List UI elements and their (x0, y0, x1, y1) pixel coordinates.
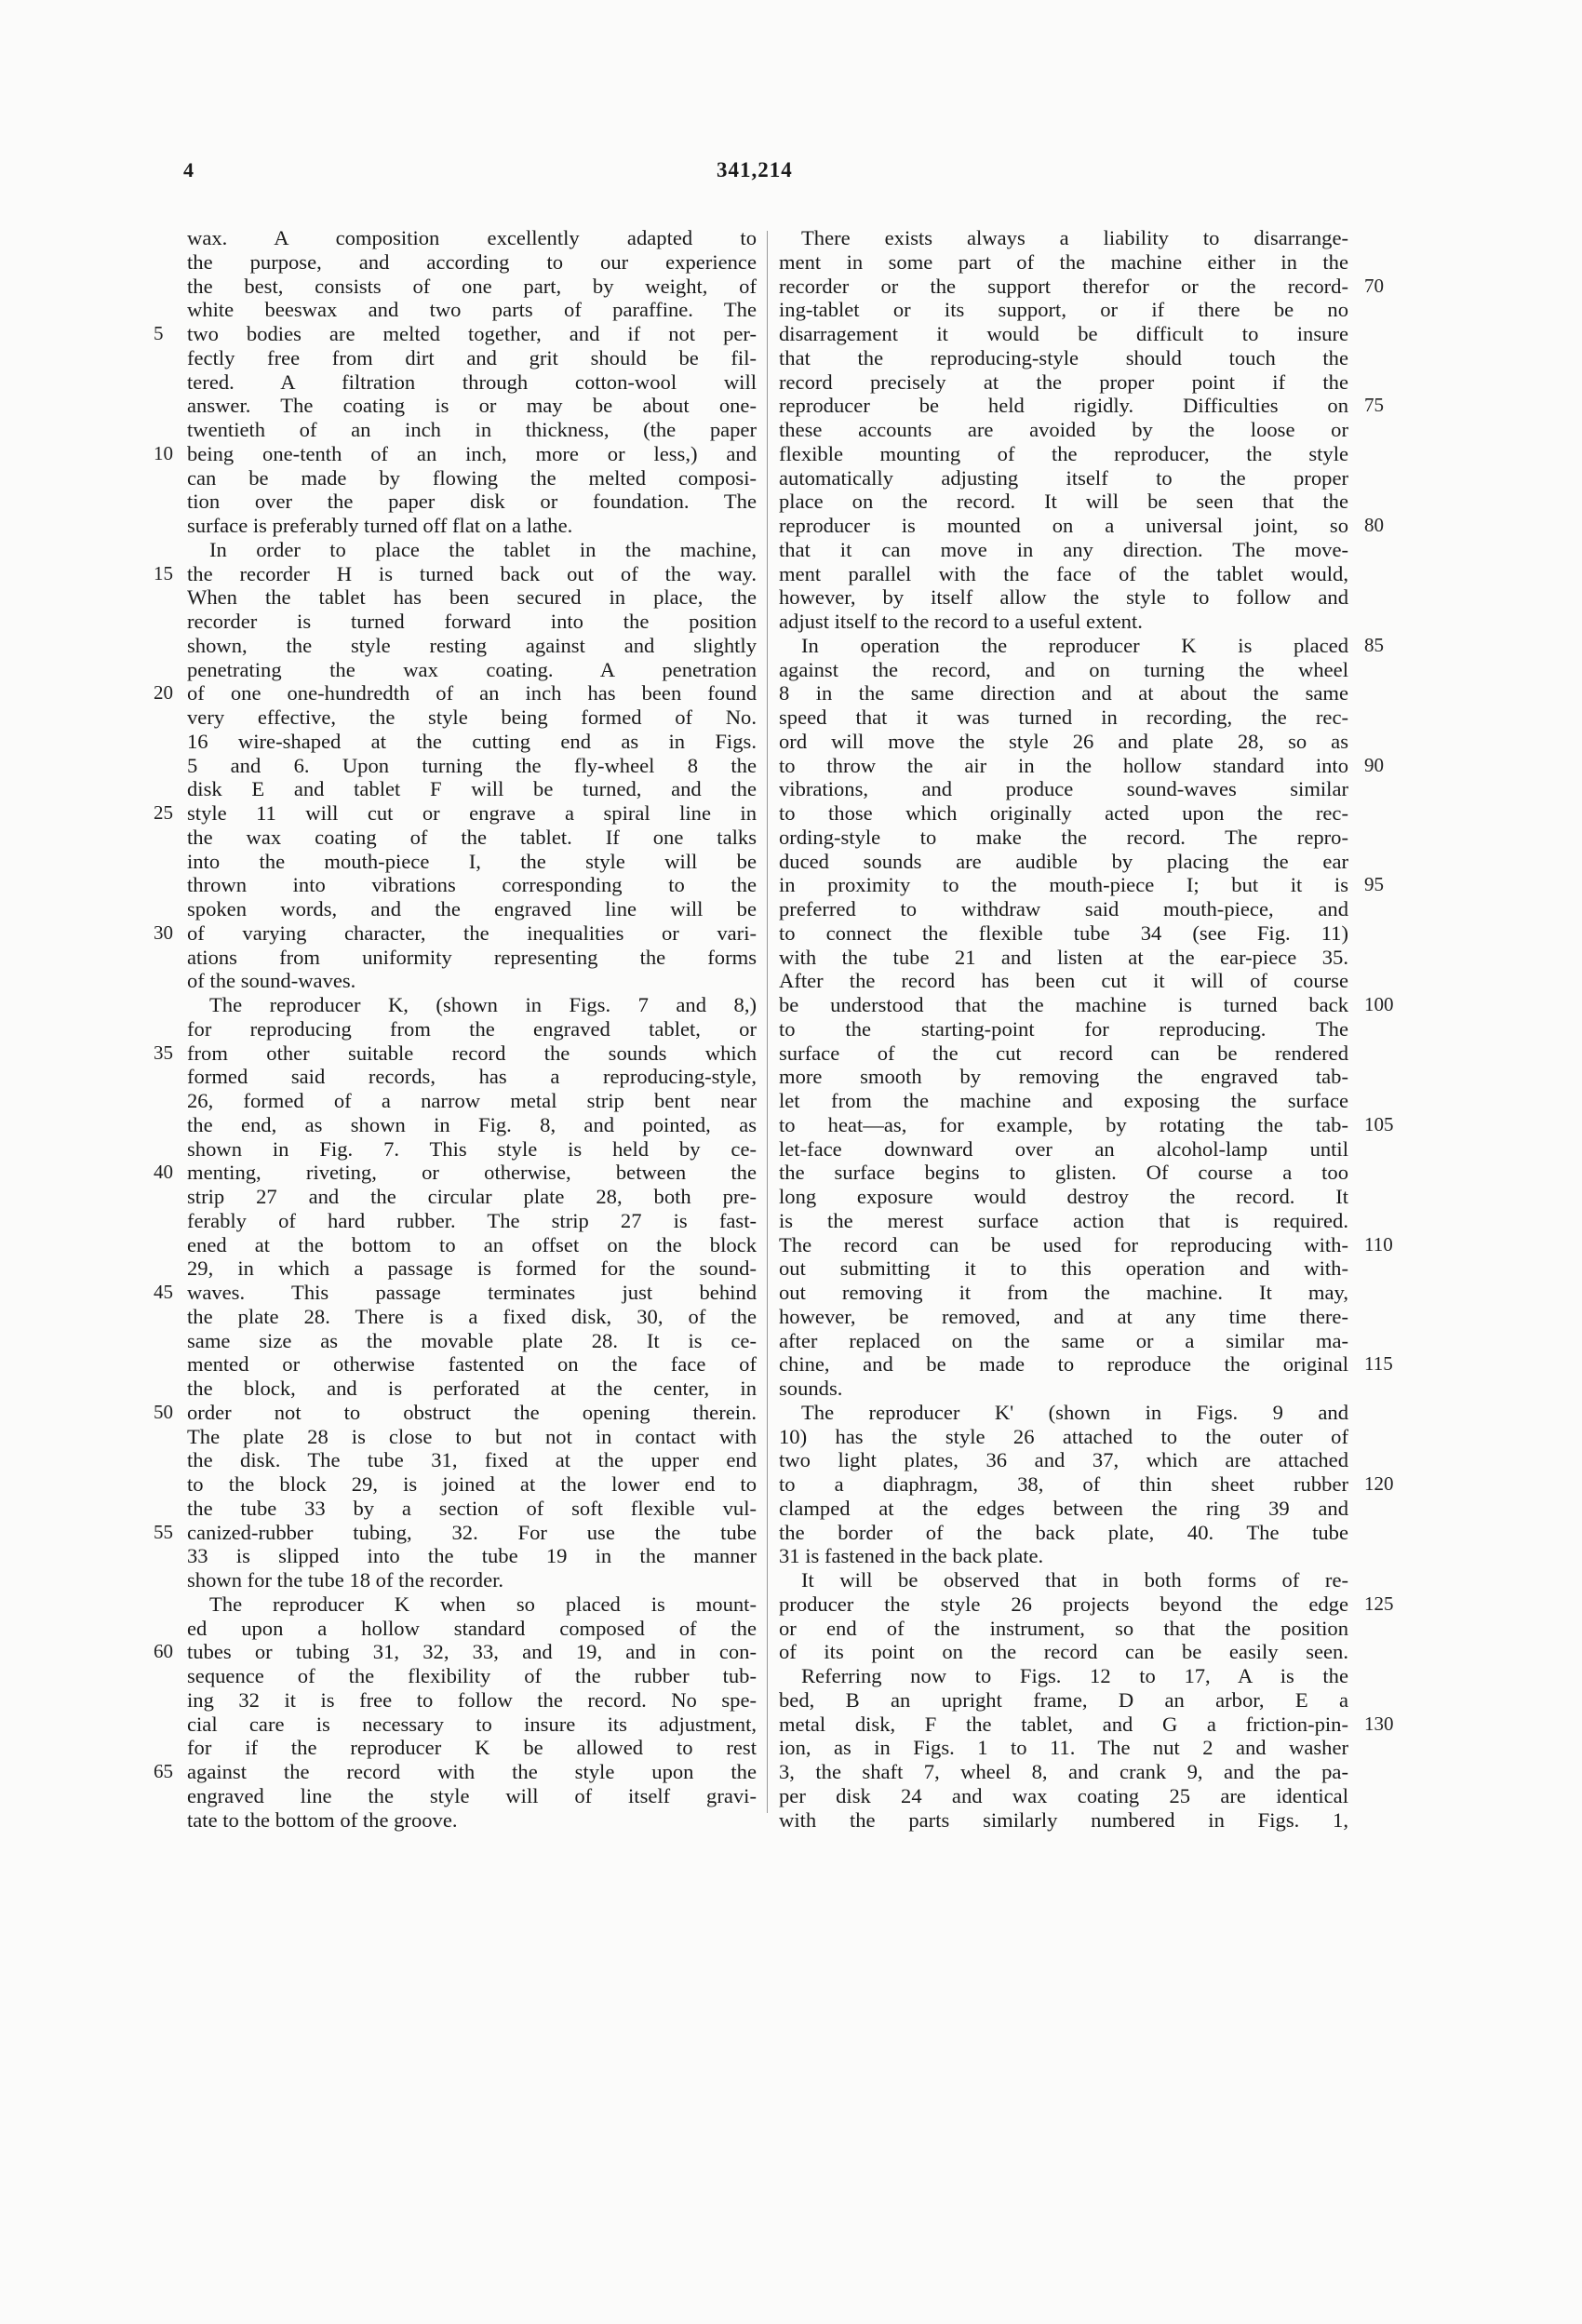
text-line: After the record has been cut it will of course (779, 969, 1348, 993)
text-line: ferably of hard rubber. The strip 27 is fast- (187, 1208, 757, 1232)
text-line: very effective, the style being formed of No. (187, 705, 757, 729)
text-line: of the sound-waves. (187, 969, 356, 993)
text-line: 29, in which a passage is formed for the sound- (187, 1256, 757, 1281)
text-line: be understood that the machine is turned back (779, 993, 1348, 1016)
text-line: metal disk, F the tablet, and G a friction-pin- (779, 1712, 1348, 1736)
text-line: surface is preferably turned off flat on a lathe. (187, 514, 573, 537)
text-line: however, by itself allow the style to follow and (779, 585, 1348, 610)
text-line: engraved line the style will of itself gravi- (187, 1783, 757, 1807)
text-line: thrown into vibrations corresponding to the (187, 873, 757, 897)
text-line: the surface begins to glisten. Of course a too (779, 1161, 1348, 1185)
text-line: 3, the shaft 7, wheel 8, and crank 9, and the pa- (779, 1760, 1348, 1783)
text-line: the tube 33 by a section of soft flexible vul- (187, 1496, 757, 1520)
text-line: the recorder H is turned back out of the way. (187, 561, 757, 585)
text-line: ord will move the style 26 and plate 28, so as (779, 729, 1348, 753)
text-line: adjust itself to the record to a useful extent. (779, 610, 1143, 633)
text-line: ing 32 it is free to follow the record. No spe- (187, 1687, 757, 1712)
line-number: 40 (154, 1161, 173, 1184)
text-line: 8 in the same direction and at about the same (779, 681, 1348, 705)
text-line: ened at the bottom to an offset on the block (187, 1232, 757, 1256)
text-line: shown for the tube 18 of the recorder. (187, 1568, 504, 1592)
text-line: sounds. (779, 1377, 843, 1400)
text-line: can be made by flowing the melted composi- (187, 465, 757, 490)
line-number: 55 (154, 1520, 173, 1543)
line-number: 65 (154, 1760, 173, 1782)
text-line: ed upon a hollow standard composed of the (187, 1616, 757, 1640)
text-line: 31 is fastened in the back plate. (779, 1544, 1044, 1568)
text-line: ment parallel with the face of the tablet would, (779, 561, 1348, 585)
text-line: strip 27 and the circular plate 28, both pre- (187, 1185, 757, 1208)
text-line: in proximity to the mouth-piece I; but it is (779, 873, 1348, 897)
line-number: 130 (1364, 1712, 1394, 1735)
text-line: that it can move in any direction. The move- (779, 537, 1348, 561)
text-line: tion over the paper disk or foundation. The (187, 490, 757, 514)
text-line: speed that it was turned in recording, the rec- (779, 705, 1348, 729)
text-line: style 11 will cut or engrave a spiral line in (187, 801, 757, 825)
text-line: out submitting it to this operation and with- (779, 1256, 1348, 1281)
text-line: bed, B an upright frame, D an arbor, E a (779, 1687, 1348, 1712)
text-line: disk E and tablet F will be turned, and the (187, 777, 757, 801)
line-number: 75 (1364, 394, 1384, 417)
text-line: automatically adjusting itself to the proper (779, 465, 1348, 490)
text-line: ion, as in Figs. 1 to 11. The nut 2 and washer (779, 1736, 1348, 1760)
text-line: shown in Fig. 7. This style is held by ce- (187, 1136, 757, 1161)
text-line: let-face downward over an alcohol-lamp until (779, 1136, 1348, 1161)
text-line: answer. The coating is or may be about one- (187, 394, 757, 418)
text-line: chine, and be made to reproduce the original (779, 1352, 1348, 1377)
text-line: more smooth by removing the engraved tab- (779, 1065, 1348, 1089)
text-line: place on the record. It will be seen that the (779, 490, 1348, 514)
text-line: to the starting-point for reproducing. The (779, 1016, 1348, 1041)
text-line: The reproducer K when so placed is mount- (209, 1592, 757, 1616)
text-line: clamped at the edges between the ring 39 and (779, 1496, 1348, 1520)
text-line: When the tablet has been secured in place, the (187, 585, 757, 610)
text-line: penetrating the wax coating. A penetration (187, 657, 757, 681)
text-line: let from the machine and exposing the surface (779, 1089, 1348, 1112)
line-number: 60 (154, 1640, 173, 1663)
text-line: cial care is necessary to insure its adjustment, (187, 1712, 757, 1736)
text-line: ations from uniformity representing the forms (187, 945, 757, 969)
text-line: long exposure would destroy the record. It (779, 1185, 1348, 1208)
line-number: 90 (1364, 753, 1384, 776)
text-line: the disk. The tube 31, fixed at the upper end (187, 1448, 757, 1472)
line-number: 15 (154, 561, 173, 584)
text-line: for reproducing from the engraved tablet, or (187, 1016, 757, 1041)
text-line: reproducer be held rigidly. Difficulties on (779, 394, 1348, 418)
text-line: to throw the air in the hollow standard into (779, 753, 1348, 777)
text-line: There exists always a liability to disarrange- (801, 226, 1348, 249)
text-line: Referring now to Figs. 12 to 17, A is the (801, 1664, 1348, 1687)
text-line: preferred to withdraw said mouth-piece, and (779, 897, 1348, 920)
text-line: to connect the flexible tube 34 (see Fig. 11) (779, 920, 1348, 945)
text-line: same size as the movable plate 28. It is ce- (187, 1328, 757, 1352)
text-line: from other suitable record the sounds which (187, 1041, 757, 1065)
text-line: ing-tablet or its support, or if there be no (779, 298, 1348, 322)
line-number: 110 (1364, 1232, 1393, 1256)
text-line: In order to place the tablet in the machine, (209, 537, 757, 561)
text-line: tered. A filtration through cotton-wool will (187, 369, 757, 394)
text-line: twentieth of an inch in thickness, (the paper (187, 418, 757, 441)
line-number: 105 (1364, 1112, 1394, 1135)
text-line: 10) has the style 26 attached to the outer of (779, 1424, 1348, 1448)
text-line: the best, consists of one part, by weight, of (187, 274, 757, 298)
line-number: 95 (1364, 873, 1384, 896)
text-line: record precisely at the proper point if the (779, 369, 1348, 394)
line-number: 20 (154, 681, 173, 705)
text-line: fectly free from dirt and grit should be fil- (187, 345, 757, 369)
text-line: The reproducer K, (shown in Figs. 7 and 8,) (209, 993, 757, 1016)
line-number: 25 (154, 801, 173, 824)
text-line: with the tube 21 and listen at the ear-piece 35. (779, 945, 1348, 969)
text-line: the end, as shown in Fig. 8, and pointed, as (187, 1112, 757, 1136)
text-line: with the parts similarly numbered in Figs. 1, (779, 1807, 1348, 1832)
text-line: The reproducer K' (shown in Figs. 9 and (801, 1400, 1348, 1424)
text-line: per disk 24 and wax coating 25 are identical (779, 1783, 1348, 1807)
line-number: 5 (154, 322, 164, 344)
text-line: these accounts are avoided by the loose or (779, 418, 1348, 441)
line-number: 80 (1364, 514, 1384, 536)
text-line: out removing it from the machine. It may, (779, 1281, 1348, 1304)
text-line: into the mouth-piece I, the style will be (187, 849, 757, 873)
text-line: flexible mounting of the reproducer, the style (779, 441, 1348, 465)
patent-number: 341,214 (717, 158, 793, 181)
text-line: the border of the back plate, 40. The tube (779, 1520, 1348, 1544)
text-line: It will be observed that in both forms of re- (801, 1568, 1348, 1592)
text-line: of one one-hundredth of an inch has been found (187, 681, 757, 705)
column-divider (767, 231, 768, 1813)
text-line: vibrations, and produce sound-waves similar (779, 777, 1348, 801)
text-line: to the block 29, is joined at the lower end to (187, 1472, 757, 1496)
text-line: two bodies are melted together, and if not per- (187, 322, 757, 345)
text-line: however, be removed, and at any time there- (779, 1304, 1348, 1328)
text-line: duced sounds are audible by placing the ear (779, 849, 1348, 873)
text-line: two light plates, 36 and 37, which are attached (779, 1448, 1348, 1472)
text-line: being one-tenth of an inch, more or less,) and (187, 441, 757, 465)
text-line: canized-rubber tubing, 32. For use the tube (187, 1520, 757, 1544)
text-line: against the record with the style upon the (187, 1760, 757, 1783)
text-line: against the record, and on turning the wheel (779, 657, 1348, 681)
line-number: 85 (1364, 633, 1384, 656)
page-number: 4 (183, 158, 194, 181)
text-line: of varying character, the inequalities or vari- (187, 920, 757, 945)
text-line: waves. This passage terminates just behind (187, 1281, 757, 1304)
text-line: 5 and 6. Upon turning the fly-wheel 8 the (187, 753, 757, 777)
line-number: 70 (1364, 274, 1384, 297)
line-number: 115 (1364, 1352, 1393, 1376)
text-line: 16 wire-shaped at the cutting end as in Figs. (187, 729, 757, 753)
text-line: the block, and is perforated at the center, in (187, 1377, 757, 1400)
text-line: to heat—as, for example, by rotating the tab- (779, 1112, 1348, 1136)
text-line: In operation the reproducer K is placed (801, 633, 1348, 657)
text-line: mented or otherwise fastented on the face of (187, 1352, 757, 1377)
text-line: surface of the cut record can be rendered (779, 1041, 1348, 1065)
text-line: or end of the instrument, so that the position (779, 1616, 1348, 1640)
line-number: 120 (1364, 1472, 1394, 1495)
text-line: wax. A composition excellently adapted to (187, 226, 757, 249)
text-line: order not to obstruct the opening therein. (187, 1400, 757, 1424)
text-line: the plate 28. There is a fixed disk, 30, of the (187, 1304, 757, 1328)
text-line: of its point on the record can be easily seen. (779, 1640, 1348, 1664)
text-line: shown, the style resting against and slightly (187, 633, 757, 657)
text-line: 33 is slipped into the tube 19 in the manner (187, 1544, 757, 1568)
text-line: that the reproducing-style should touch the (779, 345, 1348, 369)
text-line: after replaced on the same or a similar ma- (779, 1328, 1348, 1352)
text-line: to a diaphragm, 38, of thin sheet rubber (779, 1472, 1348, 1496)
text-line: recorder is turned forward into the position (187, 610, 757, 633)
line-number: 45 (154, 1281, 173, 1303)
text-line: recorder or the support therefor or the record- (779, 274, 1348, 298)
text-line: to those which originally acted upon the rec- (779, 801, 1348, 825)
left-column (187, 226, 757, 1832)
text-line: disarragement it would be difficult to insure (779, 322, 1348, 345)
text-line: is the merest surface action that is required. (779, 1208, 1348, 1232)
text-line: white beeswax and two parts of paraffine. The (187, 298, 757, 322)
line-number: 10 (154, 441, 173, 464)
text-line: The plate 28 is close to but not in contact with (187, 1424, 757, 1448)
line-number: 100 (1364, 993, 1394, 1015)
text-line: producer the style 26 projects beyond the edge (779, 1592, 1348, 1616)
right-column (779, 226, 1348, 1832)
text-line: ment in some part of the machine either in the (779, 249, 1348, 274)
line-number: 50 (154, 1400, 173, 1423)
text-line: for if the reproducer K be allowed to rest (187, 1736, 757, 1760)
line-number: 125 (1364, 1592, 1394, 1615)
text-line: tubes or tubing 31, 32, 33, and 19, and in con- (187, 1640, 757, 1664)
text-line: The record can be used for reproducing with- (779, 1232, 1348, 1256)
line-number: 30 (154, 920, 173, 944)
text-line: the wax coating of the tablet. If one talks (187, 825, 757, 849)
text-line: sequence of the flexibility of the rubber tub- (187, 1664, 757, 1687)
text-line: formed said records, has a reproducing-style, (187, 1065, 757, 1089)
text-line: spoken words, and the engraved line will be (187, 897, 757, 920)
text-line: reproducer is mounted on a universal joint, so (779, 514, 1348, 537)
line-number: 35 (154, 1041, 173, 1064)
page-header (0, 158, 1582, 195)
text-line: 26, formed of a narrow metal strip bent near (187, 1089, 757, 1112)
text-line: tate to the bottom of the groove. (187, 1807, 458, 1832)
text-line: menting, riveting, or otherwise, between the (187, 1161, 757, 1185)
text-line: ording-style to make the record. The repro- (779, 825, 1348, 849)
text-line: the purpose, and according to our experience (187, 249, 757, 274)
